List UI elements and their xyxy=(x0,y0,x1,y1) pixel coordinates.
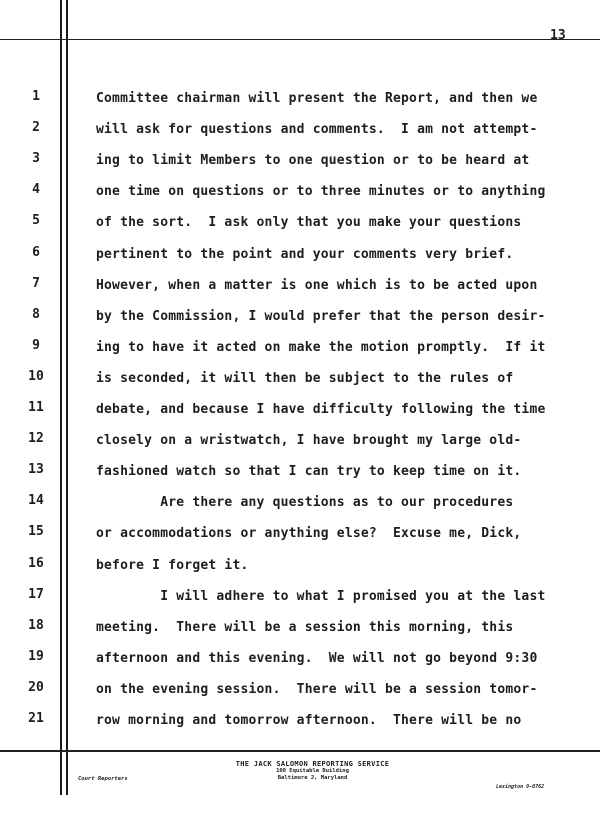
line-number: 18 xyxy=(28,617,44,633)
top-rule xyxy=(0,39,600,40)
line-number: 6 xyxy=(32,244,40,260)
transcript-line: Are there any questions as to our procedures xyxy=(96,495,514,511)
transcript-line: of the sort. I ask only that you make your questions xyxy=(96,215,522,231)
line-number: 20 xyxy=(28,679,44,695)
left-margin-line-inner xyxy=(66,0,68,795)
transcript-line: ing to have it acted on make the motion promptly. If it xyxy=(96,339,546,355)
line-number: 2 xyxy=(32,120,40,136)
transcript-line: closely on a wristwatch, I have brought my large old- xyxy=(96,433,522,449)
transcript-line: afternoon and this evening. We will not go beyond 9:30 xyxy=(96,650,538,666)
line-number: 10 xyxy=(28,368,44,384)
transcript-line: on the evening session. There will be a session tomor- xyxy=(96,681,538,697)
footer-left-label: Court Reporters xyxy=(78,776,128,782)
transcript-line: by the Commission, I would prefer that the person desir- xyxy=(96,308,546,324)
transcript-line: or accommodations or anything else? Excuse me, Dick, xyxy=(96,526,522,542)
reporting-service-footer xyxy=(220,760,405,782)
line-number: 13 xyxy=(28,462,44,478)
transcript-line: is seconded, it will then be subject to the rules of xyxy=(96,370,514,386)
transcript-line: Committee chairman will present the Report, and then we xyxy=(96,91,538,106)
transcript-line: fashioned watch so that I can try to keep time on it. xyxy=(96,464,522,480)
line-number: 15 xyxy=(28,524,44,540)
left-margin-line xyxy=(60,0,62,795)
transcript-line: I will adhere to what I promised you at the last xyxy=(96,588,546,604)
line-number: 14 xyxy=(28,493,44,509)
line-number: 19 xyxy=(28,648,44,664)
line-number: 7 xyxy=(32,275,40,291)
service-address-1: 100 Equitable Building xyxy=(276,768,349,774)
transcript-line: before I forget it. xyxy=(96,557,249,573)
line-number: 5 xyxy=(32,213,40,229)
line-number: 11 xyxy=(28,400,44,415)
line-number: 21 xyxy=(28,711,44,726)
transcript-line: debate, and because I have difficulty following the time xyxy=(96,402,546,417)
transcript-line: row morning and tomorrow afternoon. There will be no xyxy=(96,713,522,728)
line-number: 3 xyxy=(32,151,40,167)
line-number: 8 xyxy=(32,306,40,322)
transcript-line: will ask for questions and comments. I am not attempt- xyxy=(96,122,538,138)
transcript-line: ing to limit Members to one question or to be heard at xyxy=(96,153,530,169)
service-address-2: Baltimore 2, Maryland xyxy=(277,775,348,781)
line-number: 1 xyxy=(32,89,40,104)
transcript-line: However, when a matter is one which is to be acted upon xyxy=(96,277,538,293)
transcript-line: meeting. There will be a session this morning, this xyxy=(96,619,514,635)
line-number: 4 xyxy=(32,182,40,198)
service-name: THE JACK SALOMON REPORTING SERVICE xyxy=(235,760,390,768)
line-number: 16 xyxy=(28,555,44,571)
line-number: 12 xyxy=(28,431,44,447)
transcript-line: one time on questions or to three minutes or to anything xyxy=(96,184,546,200)
bottom-rule xyxy=(0,750,600,752)
footer-phone: Lexington 9-0762 xyxy=(496,784,545,790)
page-number: 13 xyxy=(550,28,566,43)
transcript-line: pertinent to the point and your comments very brief. xyxy=(96,246,514,262)
line-number: 9 xyxy=(32,337,40,353)
line-number: 17 xyxy=(28,586,44,602)
